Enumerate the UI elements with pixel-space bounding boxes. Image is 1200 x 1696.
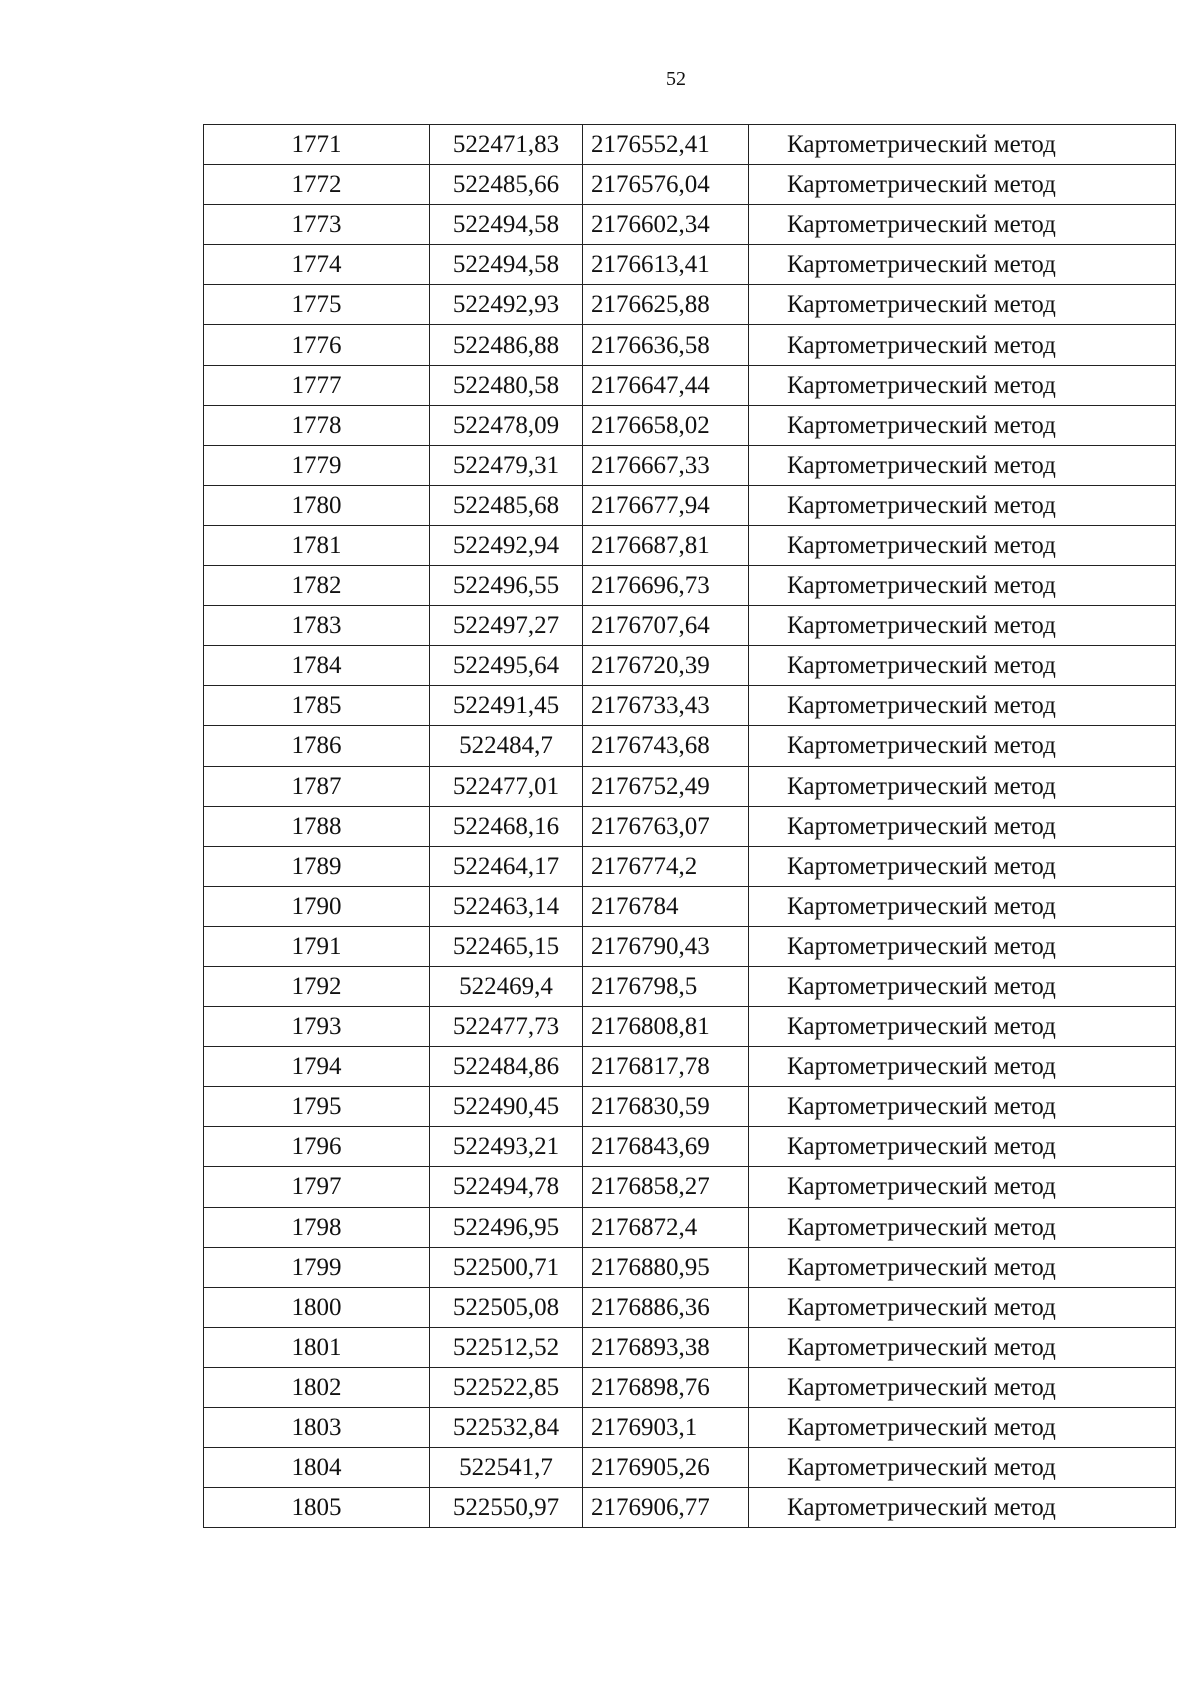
- point-number-cell: 1798: [204, 1207, 430, 1247]
- method-cell: Картометрический метод: [749, 365, 1176, 405]
- table-row: [204, 726, 1176, 766]
- y-coordinate-cell: 2176886,36: [583, 1287, 749, 1327]
- x-coordinate-cell: 522490,45: [430, 1087, 583, 1127]
- y-coordinate-cell: 2176817,78: [583, 1047, 749, 1087]
- point-number-cell: 1789: [204, 846, 430, 886]
- table-row: [204, 926, 1176, 966]
- point-number-cell: 1773: [204, 205, 430, 245]
- table-row: [204, 1247, 1176, 1287]
- table-row: [204, 966, 1176, 1006]
- point-number-cell: 1771: [204, 125, 430, 165]
- method-cell: Картометрический метод: [749, 926, 1176, 966]
- y-coordinate-cell: 2176752,49: [583, 766, 749, 806]
- method-cell: Картометрический метод: [749, 1488, 1176, 1528]
- x-coordinate-cell: 522464,17: [430, 846, 583, 886]
- y-coordinate-cell: 2176790,43: [583, 926, 749, 966]
- point-number-cell: 1783: [204, 606, 430, 646]
- x-coordinate-cell: 522484,86: [430, 1047, 583, 1087]
- point-number-cell: 1791: [204, 926, 430, 966]
- coordinates-table: [203, 124, 1176, 1528]
- table-row: [204, 846, 1176, 886]
- point-number-cell: 1802: [204, 1367, 430, 1407]
- y-coordinate-cell: 2176602,34: [583, 205, 749, 245]
- y-coordinate-cell: 2176647,44: [583, 365, 749, 405]
- x-coordinate-cell: 522485,66: [430, 165, 583, 205]
- method-cell: Картометрический метод: [749, 1087, 1176, 1127]
- x-coordinate-cell: 522486,88: [430, 325, 583, 365]
- x-coordinate-cell: 522494,58: [430, 245, 583, 285]
- y-coordinate-cell: 2176636,58: [583, 325, 749, 365]
- method-cell: Картометрический метод: [749, 726, 1176, 766]
- point-number-cell: 1778: [204, 405, 430, 445]
- point-number-cell: 1790: [204, 886, 430, 926]
- table-row: [204, 1367, 1176, 1407]
- method-cell: Картометрический метод: [749, 1448, 1176, 1488]
- table-row: [204, 485, 1176, 525]
- x-coordinate-cell: 522477,01: [430, 766, 583, 806]
- x-coordinate-cell: 522468,16: [430, 806, 583, 846]
- x-coordinate-cell: 522494,58: [430, 205, 583, 245]
- method-cell: Картометрический метод: [749, 766, 1176, 806]
- point-number-cell: 1779: [204, 445, 430, 485]
- point-number-cell: 1797: [204, 1167, 430, 1207]
- x-coordinate-cell: 522496,55: [430, 566, 583, 606]
- point-number-cell: 1774: [204, 245, 430, 285]
- table-row: [204, 405, 1176, 445]
- y-coordinate-cell: 2176763,07: [583, 806, 749, 846]
- method-cell: Картометрический метод: [749, 1327, 1176, 1367]
- method-cell: Картометрический метод: [749, 1207, 1176, 1247]
- x-coordinate-cell: 522480,58: [430, 365, 583, 405]
- table-row: [204, 165, 1176, 205]
- y-coordinate-cell: 2176798,5: [583, 966, 749, 1006]
- table-row: [204, 766, 1176, 806]
- method-cell: Картометрический метод: [749, 566, 1176, 606]
- y-coordinate-cell: 2176808,81: [583, 1007, 749, 1047]
- page-number: 52: [666, 68, 686, 90]
- x-coordinate-cell: 522541,7: [430, 1448, 583, 1488]
- y-coordinate-cell: 2176872,4: [583, 1207, 749, 1247]
- y-coordinate-cell: 2176906,77: [583, 1488, 749, 1528]
- point-number-cell: 1784: [204, 646, 430, 686]
- y-coordinate-cell: 2176658,02: [583, 405, 749, 445]
- method-cell: Картометрический метод: [749, 165, 1176, 205]
- table-row: [204, 1007, 1176, 1047]
- table-row: [204, 525, 1176, 565]
- method-cell: Картометрический метод: [749, 1127, 1176, 1167]
- point-number-cell: 1801: [204, 1327, 430, 1367]
- y-coordinate-cell: 2176774,2: [583, 846, 749, 886]
- y-coordinate-cell: 2176903,1: [583, 1408, 749, 1448]
- method-cell: Картометрический метод: [749, 285, 1176, 325]
- method-cell: Картометрический метод: [749, 485, 1176, 525]
- method-cell: Картометрический метод: [749, 1007, 1176, 1047]
- method-cell: Картометрический метод: [749, 205, 1176, 245]
- method-cell: Картометрический метод: [749, 1287, 1176, 1327]
- x-coordinate-cell: 522494,78: [430, 1167, 583, 1207]
- table-row: [204, 606, 1176, 646]
- x-coordinate-cell: 522492,93: [430, 285, 583, 325]
- y-coordinate-cell: 2176707,64: [583, 606, 749, 646]
- method-cell: Картометрический метод: [749, 886, 1176, 926]
- x-coordinate-cell: 522500,71: [430, 1247, 583, 1287]
- table-row: [204, 1287, 1176, 1327]
- coordinates-table-body: [204, 125, 1176, 1528]
- point-number-cell: 1772: [204, 165, 430, 205]
- table-row: [204, 1087, 1176, 1127]
- point-number-cell: 1805: [204, 1488, 430, 1528]
- point-number-cell: 1792: [204, 966, 430, 1006]
- table-row: [204, 1408, 1176, 1448]
- table-row: [204, 1167, 1176, 1207]
- table-row: [204, 566, 1176, 606]
- point-number-cell: 1786: [204, 726, 430, 766]
- point-number-cell: 1794: [204, 1047, 430, 1087]
- x-coordinate-cell: 522471,83: [430, 125, 583, 165]
- table-row: [204, 686, 1176, 726]
- method-cell: Картометрический метод: [749, 1408, 1176, 1448]
- y-coordinate-cell: 2176696,73: [583, 566, 749, 606]
- point-number-cell: 1795: [204, 1087, 430, 1127]
- method-cell: Картометрический метод: [749, 846, 1176, 886]
- point-number-cell: 1793: [204, 1007, 430, 1047]
- x-coordinate-cell: 522469,4: [430, 966, 583, 1006]
- point-number-cell: 1782: [204, 566, 430, 606]
- method-cell: Картометрический метод: [749, 1047, 1176, 1087]
- y-coordinate-cell: 2176667,33: [583, 445, 749, 485]
- method-cell: Картометрический метод: [749, 1367, 1176, 1407]
- point-number-cell: 1787: [204, 766, 430, 806]
- table-row: [204, 1448, 1176, 1488]
- table-row: [204, 445, 1176, 485]
- y-coordinate-cell: 2176830,59: [583, 1087, 749, 1127]
- x-coordinate-cell: 522493,21: [430, 1127, 583, 1167]
- y-coordinate-cell: 2176743,68: [583, 726, 749, 766]
- x-coordinate-cell: 522532,84: [430, 1408, 583, 1448]
- method-cell: Картометрический метод: [749, 405, 1176, 445]
- table-row: [204, 1207, 1176, 1247]
- point-number-cell: 1785: [204, 686, 430, 726]
- method-cell: Картометрический метод: [749, 686, 1176, 726]
- point-number-cell: 1776: [204, 325, 430, 365]
- y-coordinate-cell: 2176858,27: [583, 1167, 749, 1207]
- y-coordinate-cell: 2176898,76: [583, 1367, 749, 1407]
- table-row: [204, 1127, 1176, 1167]
- y-coordinate-cell: 2176843,69: [583, 1127, 749, 1167]
- table-row: [204, 1327, 1176, 1367]
- y-coordinate-cell: 2176905,26: [583, 1448, 749, 1488]
- method-cell: Картометрический метод: [749, 646, 1176, 686]
- method-cell: Картометрический метод: [749, 806, 1176, 846]
- table-row: [204, 1488, 1176, 1528]
- x-coordinate-cell: 522477,73: [430, 1007, 583, 1047]
- method-cell: Картометрический метод: [749, 445, 1176, 485]
- x-coordinate-cell: 522479,31: [430, 445, 583, 485]
- point-number-cell: 1800: [204, 1287, 430, 1327]
- point-number-cell: 1803: [204, 1408, 430, 1448]
- table-row: [204, 285, 1176, 325]
- point-number-cell: 1777: [204, 365, 430, 405]
- table-row: [204, 325, 1176, 365]
- y-coordinate-cell: 2176880,95: [583, 1247, 749, 1287]
- x-coordinate-cell: 522485,68: [430, 485, 583, 525]
- method-cell: Картометрический метод: [749, 325, 1176, 365]
- point-number-cell: 1775: [204, 285, 430, 325]
- table-row: [204, 806, 1176, 846]
- x-coordinate-cell: 522463,14: [430, 886, 583, 926]
- point-number-cell: 1781: [204, 525, 430, 565]
- table-row: [204, 1047, 1176, 1087]
- y-coordinate-cell: 2176893,38: [583, 1327, 749, 1367]
- point-number-cell: 1804: [204, 1448, 430, 1488]
- y-coordinate-cell: 2176720,39: [583, 646, 749, 686]
- method-cell: Картометрический метод: [749, 525, 1176, 565]
- y-coordinate-cell: 2176552,41: [583, 125, 749, 165]
- method-cell: Картометрический метод: [749, 966, 1176, 1006]
- table-row: [204, 365, 1176, 405]
- y-coordinate-cell: 2176784: [583, 886, 749, 926]
- x-coordinate-cell: 522491,45: [430, 686, 583, 726]
- y-coordinate-cell: 2176625,88: [583, 285, 749, 325]
- method-cell: Картометрический метод: [749, 245, 1176, 285]
- x-coordinate-cell: 522465,15: [430, 926, 583, 966]
- point-number-cell: 1788: [204, 806, 430, 846]
- point-number-cell: 1780: [204, 485, 430, 525]
- method-cell: Картометрический метод: [749, 1167, 1176, 1207]
- x-coordinate-cell: 522550,97: [430, 1488, 583, 1528]
- table-row: [204, 245, 1176, 285]
- x-coordinate-cell: 522478,09: [430, 405, 583, 445]
- y-coordinate-cell: 2176687,81: [583, 525, 749, 565]
- x-coordinate-cell: 522497,27: [430, 606, 583, 646]
- table-row: [204, 205, 1176, 245]
- x-coordinate-cell: 522492,94: [430, 525, 583, 565]
- method-cell: Картометрический метод: [749, 606, 1176, 646]
- y-coordinate-cell: 2176733,43: [583, 686, 749, 726]
- table-row: [204, 125, 1176, 165]
- table-row: [204, 646, 1176, 686]
- y-coordinate-cell: 2176677,94: [583, 485, 749, 525]
- point-number-cell: 1796: [204, 1127, 430, 1167]
- x-coordinate-cell: 522484,7: [430, 726, 583, 766]
- point-number-cell: 1799: [204, 1247, 430, 1287]
- table-row: [204, 886, 1176, 926]
- y-coordinate-cell: 2176613,41: [583, 245, 749, 285]
- method-cell: Картометрический метод: [749, 1247, 1176, 1287]
- method-cell: Картометрический метод: [749, 125, 1176, 165]
- x-coordinate-cell: 522495,64: [430, 646, 583, 686]
- x-coordinate-cell: 522522,85: [430, 1367, 583, 1407]
- x-coordinate-cell: 522496,95: [430, 1207, 583, 1247]
- x-coordinate-cell: 522512,52: [430, 1327, 583, 1367]
- y-coordinate-cell: 2176576,04: [583, 165, 749, 205]
- x-coordinate-cell: 522505,08: [430, 1287, 583, 1327]
